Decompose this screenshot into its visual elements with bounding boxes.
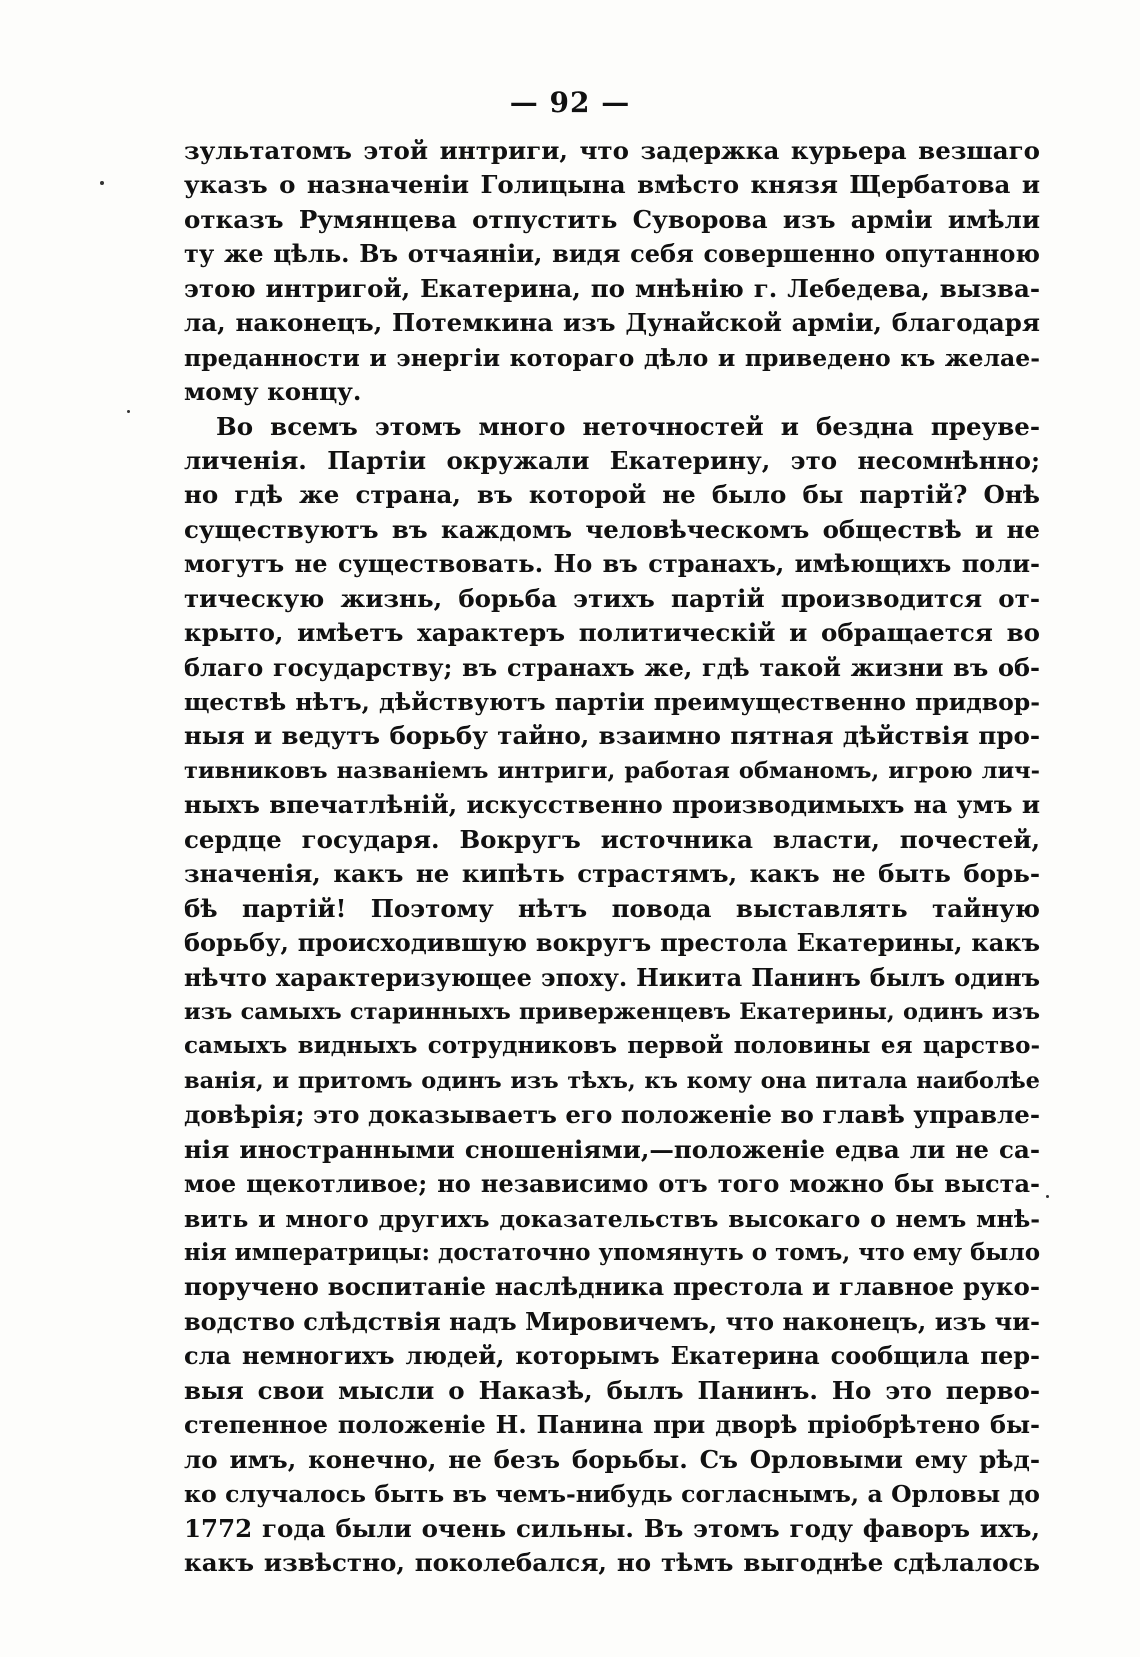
text-line: ныя и ведутъ борьбу тайно, взаимно пятная дѣйствія про- bbox=[184, 721, 1040, 751]
text-line: ло имъ, конечно, не безъ борьбы. Съ Орловыми ему рѣд- bbox=[184, 1444, 1040, 1474]
text-line: отказъ Румянцева отпустить Суворова изъ арміи имѣли bbox=[184, 204, 1040, 234]
text-line: самыхъ видныхъ сотрудниковъ первой половины ея царство- bbox=[184, 1032, 1040, 1060]
text-line: значенія, какъ не кипѣть страстямъ, какъ не быть борь- bbox=[184, 859, 1040, 889]
text-line: тивниковъ названіемъ интриги, работая обманомъ, игрою лич- bbox=[184, 757, 1040, 784]
paragraph-2 bbox=[184, 410, 1040, 1581]
text-line: ла, наконецъ, Потемкина изъ Дунайской арміи, благодаря bbox=[184, 308, 1040, 338]
text-line: существуютъ въ каждомъ человѣческомъ обществѣ и не bbox=[184, 514, 1040, 544]
text-line: Во всемъ этомъ много неточностей и бездна преуве- bbox=[216, 411, 1040, 441]
text-line: ванія, и притомъ одинъ изъ тѣхъ, къ кому она питала наиболѣе bbox=[184, 1067, 1040, 1094]
text-line: преданности и энергіи котораго дѣло и приведено къ желае- bbox=[184, 343, 1040, 372]
text-line: личенія. Партіи окружали Екатерину, это несомнѣнно; bbox=[184, 445, 1040, 475]
text-line: бѣ партій! Поэтому нѣтъ повода выставлять тайную bbox=[184, 893, 1040, 923]
page-number: — 92 — bbox=[509, 86, 631, 119]
text-line: нія императрицы: достаточно упомянуть о томъ, что ему было bbox=[184, 1239, 1041, 1266]
text-line: могутъ не существовать. Но въ странахъ, имѣющихъ поли- bbox=[184, 549, 1040, 579]
text-line: ществѣ нѣтъ, дѣйствуютъ партіи преимущественно придвор- bbox=[184, 688, 1040, 716]
scan-speck bbox=[127, 410, 130, 413]
text-line: ныхъ впечатлѣній, искусственно производимыхъ на умъ и bbox=[184, 790, 1040, 820]
text-line: ко случалось быть въ чемъ-нибудь согласнымъ, а Орловы до bbox=[184, 1480, 1040, 1509]
body-text bbox=[184, 134, 1040, 1580]
text-line: указъ о назначеніи Голицына вмѣсто князя Щербатова и bbox=[184, 170, 1040, 200]
text-line: нѣчто характеризующее эпоху. Никита Панинъ былъ одинъ bbox=[184, 962, 1040, 992]
text-line: водство слѣдствія надъ Мировичемъ, что наконецъ, изъ чи- bbox=[184, 1306, 1040, 1336]
text-line: тическую жизнь, борьба этихъ партій производится от- bbox=[184, 583, 1040, 613]
text-line: но гдѣ же страна, въ которой не было бы партій? Онѣ bbox=[184, 480, 1040, 510]
text-line: вить и много другихъ доказательствъ высокаго о немъ мнѣ- bbox=[184, 1204, 1040, 1233]
text-line: зультатомъ этой интриги, что задержка курьера везшаго bbox=[184, 136, 1040, 165]
text-line: нія иностранными сношеніями,—положеніе едва ли не са- bbox=[184, 1134, 1040, 1164]
paragraph-1 bbox=[184, 134, 1040, 410]
text-line: 1772 года были очень сильны. Въ этомъ году фаворъ ихъ, bbox=[184, 1513, 1040, 1543]
text-line: ту же цѣль. Въ отчаяніи, видя себя совершенно опутанною bbox=[184, 239, 1040, 269]
text-line: благо государству; въ странахъ же, гдѣ такой жизни въ об- bbox=[184, 652, 1040, 682]
scan-speck bbox=[100, 181, 104, 185]
text-line: мое щекотливое; но независимо отъ того можно бы выста- bbox=[184, 1169, 1040, 1199]
text-line: степенное положеніе Н. Панина при дворѣ пріобрѣтено бы- bbox=[184, 1410, 1040, 1440]
text-line: выя свои мысли о Наказѣ, былъ Панинъ. Но это перво- bbox=[184, 1375, 1040, 1405]
scan-speck bbox=[1046, 1195, 1049, 1198]
text-line: борьбу, происходившую вокругъ престола Екатерины, какъ bbox=[184, 928, 1040, 958]
text-line: сердце государя. Вокругъ источника власти, почестей, bbox=[184, 824, 1040, 854]
text-line: изъ самыхъ старинныхъ приверженцевъ Екатерины, одинъ изъ bbox=[184, 998, 1040, 1025]
text-line: мому концу. bbox=[184, 377, 362, 407]
text-line: сла немногихъ людей, которымъ Екатерина сообщила пер- bbox=[184, 1341, 1040, 1371]
text-line: крыто, имѣетъ характеръ политическій и обращается во bbox=[184, 618, 1040, 648]
text-line: какъ извѣстно, поколебался, но тѣмъ выгоднѣе сдѣлалось bbox=[184, 1547, 1040, 1577]
text-line: поручено воспитаніе наслѣдника престола и главное руко- bbox=[184, 1272, 1040, 1302]
text-line: этою интригой, Екатерина, по мнѣнію г. Лебедева, вызва- bbox=[184, 273, 1040, 303]
text-line: довѣрія; это доказываетъ его положеніе во главѣ управле- bbox=[184, 1100, 1040, 1130]
